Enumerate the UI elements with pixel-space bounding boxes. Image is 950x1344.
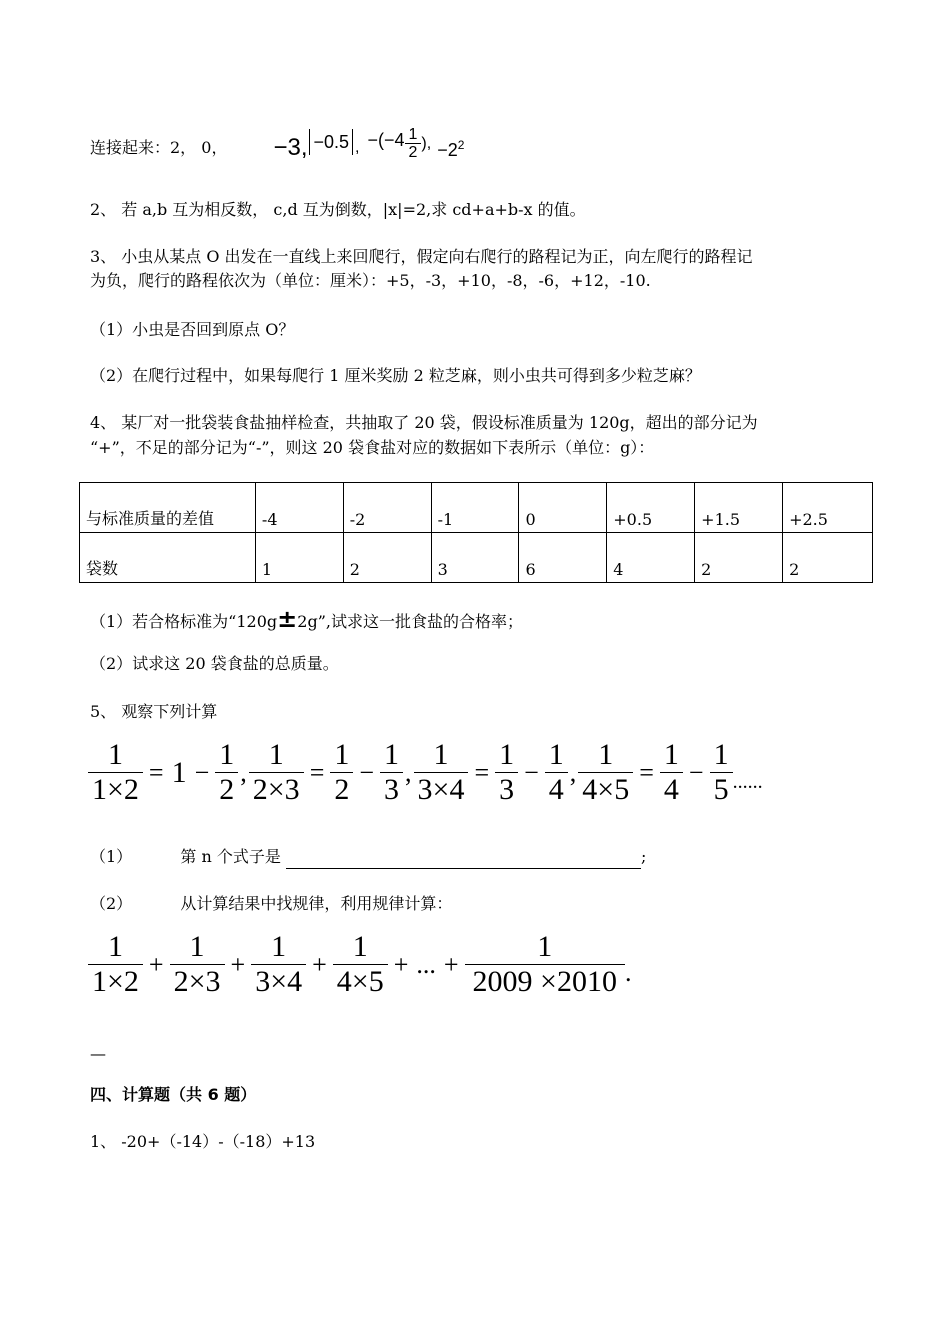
fraction: $\frac{1}{4}$ xyxy=(545,738,568,807)
question-3-sub2: （2）在爬行过程中，如果每爬行 1 厘米奖励 2 粒芝麻，则小虫共可得到多少粒芝麻？ xyxy=(90,366,701,385)
fraction: $\frac{1}{2}$ xyxy=(215,738,238,807)
fraction: $\frac{1}{1\times 2}$ xyxy=(88,930,143,999)
table-cell: -4 xyxy=(255,483,343,533)
q5-sub2-label: （2） xyxy=(90,894,133,913)
fraction: $\frac{1}{2009 \times 2010}$ xyxy=(465,930,625,999)
plus-minus-sign: ± xyxy=(277,605,298,633)
ellipsis: ... xyxy=(416,949,436,979)
table-cell: +2.5 xyxy=(783,483,873,533)
minus-three: −3, xyxy=(273,133,308,161)
fraction: $\frac{1}{4\times 5}$ xyxy=(333,930,388,999)
question-3-sub1: （1）小虫是否回到原点 O？ xyxy=(90,320,295,339)
period: . xyxy=(624,957,632,987)
q5-sub2-text: 从计算结果中找规律，利用规律计算： xyxy=(180,894,453,913)
table-row xyxy=(80,533,873,583)
question-5-title: 5、 观察下列计算 xyxy=(90,702,218,721)
section-4-heading: 四、计算题（共 6 题） xyxy=(90,1085,257,1104)
neg-mixed-close: ), xyxy=(421,134,432,152)
question-4-line2: “+”，不足的部分记为“-”，则这 20 袋食盐对应的数据如下表所示（单位：g）： xyxy=(90,438,655,457)
exponent: 2 xyxy=(457,138,465,152)
fraction: $\frac{1}{3}$ xyxy=(380,738,403,807)
fraction: $\frac{1}{2}$ xyxy=(330,738,353,807)
table-cell: 4 xyxy=(607,533,695,583)
table-cell: 与标准质量的差值 xyxy=(80,483,256,533)
mixed-frac-den: 2 xyxy=(408,144,418,161)
abs-inner: −0.5 xyxy=(313,131,350,152)
fraction: $\frac{1}{4\times 5}$ xyxy=(578,738,633,807)
fraction: $\frac{1}{4}$ xyxy=(660,738,683,807)
question-3-line2: 为负，爬行的路程依次为（单位：厘米）：+5，-3，+10，-8，-6，+12，-10. xyxy=(90,271,651,290)
neg-two-power xyxy=(437,133,464,162)
q5-sub1-text: 第 n 个式子是 xyxy=(180,847,281,866)
q4-sub1-part-b: 2g”,试求这一批食盐的合格率； xyxy=(297,612,523,631)
mixed-fraction xyxy=(405,126,422,161)
q4-sub1-part-a: （1）若合格标准为“120g xyxy=(90,612,278,631)
table-cell: 袋数 xyxy=(80,533,256,583)
table-cell: -2 xyxy=(343,483,431,533)
question-5-sub2 xyxy=(90,892,452,916)
question-4-line1: 4、 某厂对一批袋装食盐抽样检查，共抽取了 20 袋，假设标准质量为 120g，超出的部分记为 xyxy=(90,413,758,432)
table-row xyxy=(80,483,873,533)
table-cell: +0.5 xyxy=(607,483,695,533)
table-cell: 0 xyxy=(519,483,607,533)
fraction: $\frac{1}{1\times 2}$ xyxy=(88,738,143,807)
observation-equation: $\frac{1}{1\times 2}$ = 1 − $\frac{1}{2}$ , $\frac{1}{2\times 3}$ = $\frac{1}{2}$ − $\frac{1}{3}$ , $\frac{1}{3\times 4}$ = $\frac{1}{3}$ − $\frac{1}{4}$ , $\frac{1}{4\times 5}$ = $\frac{1}{4}$ − $\frac{1}{5}$ ...... xyxy=(88,738,763,807)
mixed-frac-num: 1 xyxy=(408,126,418,143)
fraction: $\frac{1}{3\times 4}$ xyxy=(251,930,306,999)
abs-value xyxy=(309,129,353,155)
separator-dash: — xyxy=(90,1044,106,1063)
answer-blank[interactable] xyxy=(286,850,641,869)
connect-prefix: 连接起来：2， 0， xyxy=(90,137,228,157)
table-cell: 1 xyxy=(255,533,343,583)
fraction: $\frac{1}{3\times 4}$ xyxy=(414,738,469,807)
table-cell: 2 xyxy=(343,533,431,583)
question-2: 2、 若 a,b 互为相反数， c,d 互为倒数，|x|=2,求 cd+a+b-x 的值。 xyxy=(90,200,586,219)
ellipsis: ...... xyxy=(732,771,763,793)
salt-data-table xyxy=(79,482,873,583)
table-cell: 6 xyxy=(519,533,607,583)
neg-mixed-open: −(−4 xyxy=(367,129,405,150)
q5-sub1-end: ; xyxy=(640,847,647,866)
table-cell: 2 xyxy=(695,533,783,583)
question-4-sub1 xyxy=(90,607,523,634)
question-5-sub1 xyxy=(90,845,646,869)
table-cell: +1.5 xyxy=(695,483,783,533)
table-cell: 3 xyxy=(431,533,519,583)
section-4-question-1: 1、 -20+（-14）-（-18）+13 xyxy=(90,1132,316,1151)
fraction: $\frac{1}{2\times 3}$ xyxy=(249,738,304,807)
connect-line: 连接起来：2， 0， −3, −0.5 , −(−4 $\frac{1}{2}$ ), $-2^2$ xyxy=(90,126,465,161)
fraction: $\frac{1}{5}$ xyxy=(710,738,733,807)
neg-two: −2 xyxy=(437,140,458,160)
q5-sub1-label: （1） xyxy=(90,847,133,866)
question-4-sub2: （2）试求这 20 袋食盐的总质量。 xyxy=(90,654,339,673)
question-3-line1: 3、 小虫从某点 O 出发在一直线上来回爬行，假定向右爬行的路程记为正，向左爬行的路程记 xyxy=(90,247,753,266)
sum-expression: $\frac{1}{1\times 2}$ + $\frac{1}{2\times 3}$ + $\frac{1}{3\times 4}$ + $\frac{1}{4\times 5}$ + ... + $\frac{1}{2009 \times 2010}$ . xyxy=(88,930,631,999)
fraction: $\frac{1}{3}$ xyxy=(495,738,518,807)
table-cell: 2 xyxy=(783,533,873,583)
table-cell: -1 xyxy=(431,483,519,533)
fraction: $\frac{1}{2\times 3}$ xyxy=(170,930,225,999)
